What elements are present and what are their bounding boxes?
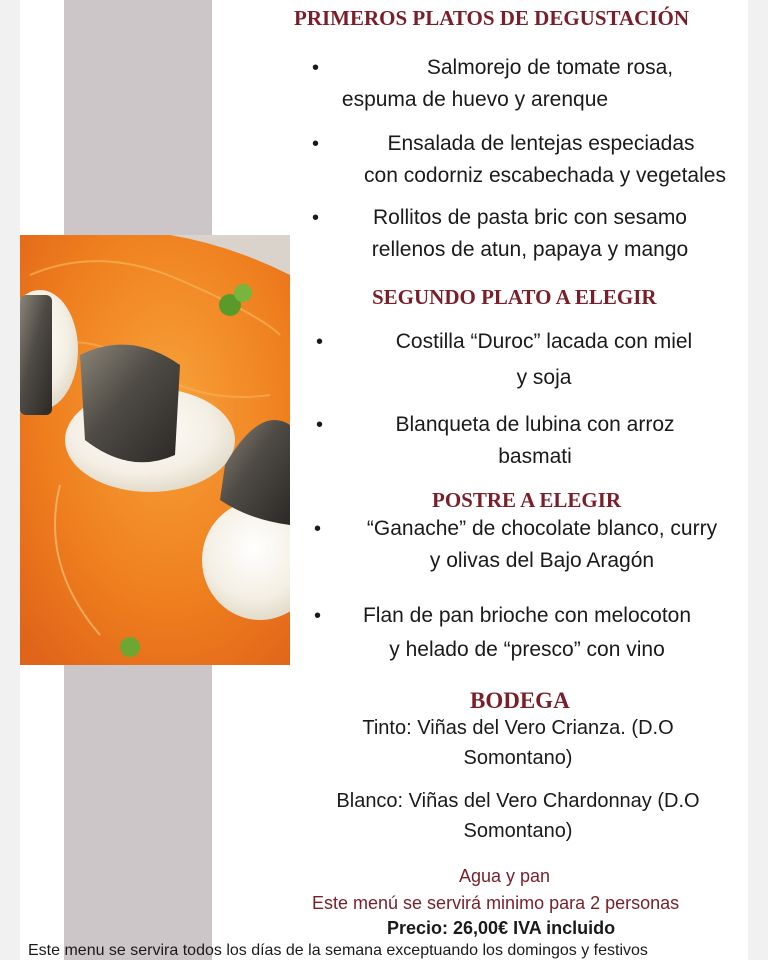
heading-segundo: SEGUNDO PLATO A ELEGIR — [372, 285, 657, 309]
wine-line: Tinto: Viñas del Vero Crianza. (D.O — [362, 717, 674, 739]
dish-line: basmati — [498, 445, 572, 468]
dish-line: y olivas del Bajo Aragón — [429, 549, 655, 572]
wine-line: Somontano) — [463, 820, 573, 842]
dish-costilla — [340, 326, 760, 394]
dish-line: Rollitos de pasta bric con sesamo — [373, 206, 687, 229]
dish-line: con codorniz escabechada y vegetales — [364, 164, 726, 187]
footer-note: Este menu se servira todos los días de la semana exceptuando los domingos y festivos — [28, 942, 648, 959]
dish-ensalada — [340, 128, 750, 192]
bullet: • — [316, 331, 324, 353]
heading-bodega: BODEGA — [470, 688, 570, 713]
dish-flan — [336, 600, 748, 666]
bullet: • — [312, 57, 320, 79]
dish-line: y helado de “presco” con vino — [389, 638, 665, 661]
dish-line: Costilla “Duroc” lacada con miel — [395, 330, 693, 353]
price-label: Precio: 26,00€ IVA incluido — [387, 918, 616, 938]
dish-line: y soja — [516, 366, 572, 389]
dish-salmorejo — [340, 52, 760, 116]
wine-blanco — [308, 786, 728, 846]
dish-blanqueta — [340, 409, 760, 473]
wine-line: Blanco: Viñas del Vero Chardonnay (D.O — [336, 790, 700, 812]
dish-line: rellenos de atun, papaya y mango — [371, 238, 689, 261]
note-agua: Agua y pan — [459, 866, 551, 886]
heading-postre: POSTRE A ELEGIR — [432, 488, 622, 512]
heading-primeros: PRIMEROS PLATOS DE DEGUSTACIÓN — [294, 6, 689, 30]
wine-tinto — [318, 713, 718, 773]
dish-photo — [20, 235, 290, 665]
dish-ganache — [336, 513, 748, 577]
bullet: • — [312, 207, 320, 229]
dish-line: “Ganache” de chocolate blanco, curry — [366, 517, 718, 540]
dish-line: Ensalada de lentejas especiadas — [387, 132, 695, 155]
dish-rollitos — [340, 202, 750, 266]
dish-line: Blanqueta de lubina con arroz — [395, 413, 675, 436]
wine-line: Somontano) — [463, 747, 573, 769]
dish-line: Salmorejo de tomate rosa, — [426, 56, 674, 79]
bullet: • — [312, 133, 320, 155]
bullet: • — [314, 605, 322, 627]
note-minimo: Este menú se servirá minimo para 2 personas — [312, 893, 680, 913]
dish-line: Flan de pan brioche con melocoton — [362, 604, 692, 627]
bullet: • — [314, 518, 322, 540]
dish-line: espuma de huevo y arenque — [341, 88, 609, 111]
bullet: • — [316, 414, 324, 436]
